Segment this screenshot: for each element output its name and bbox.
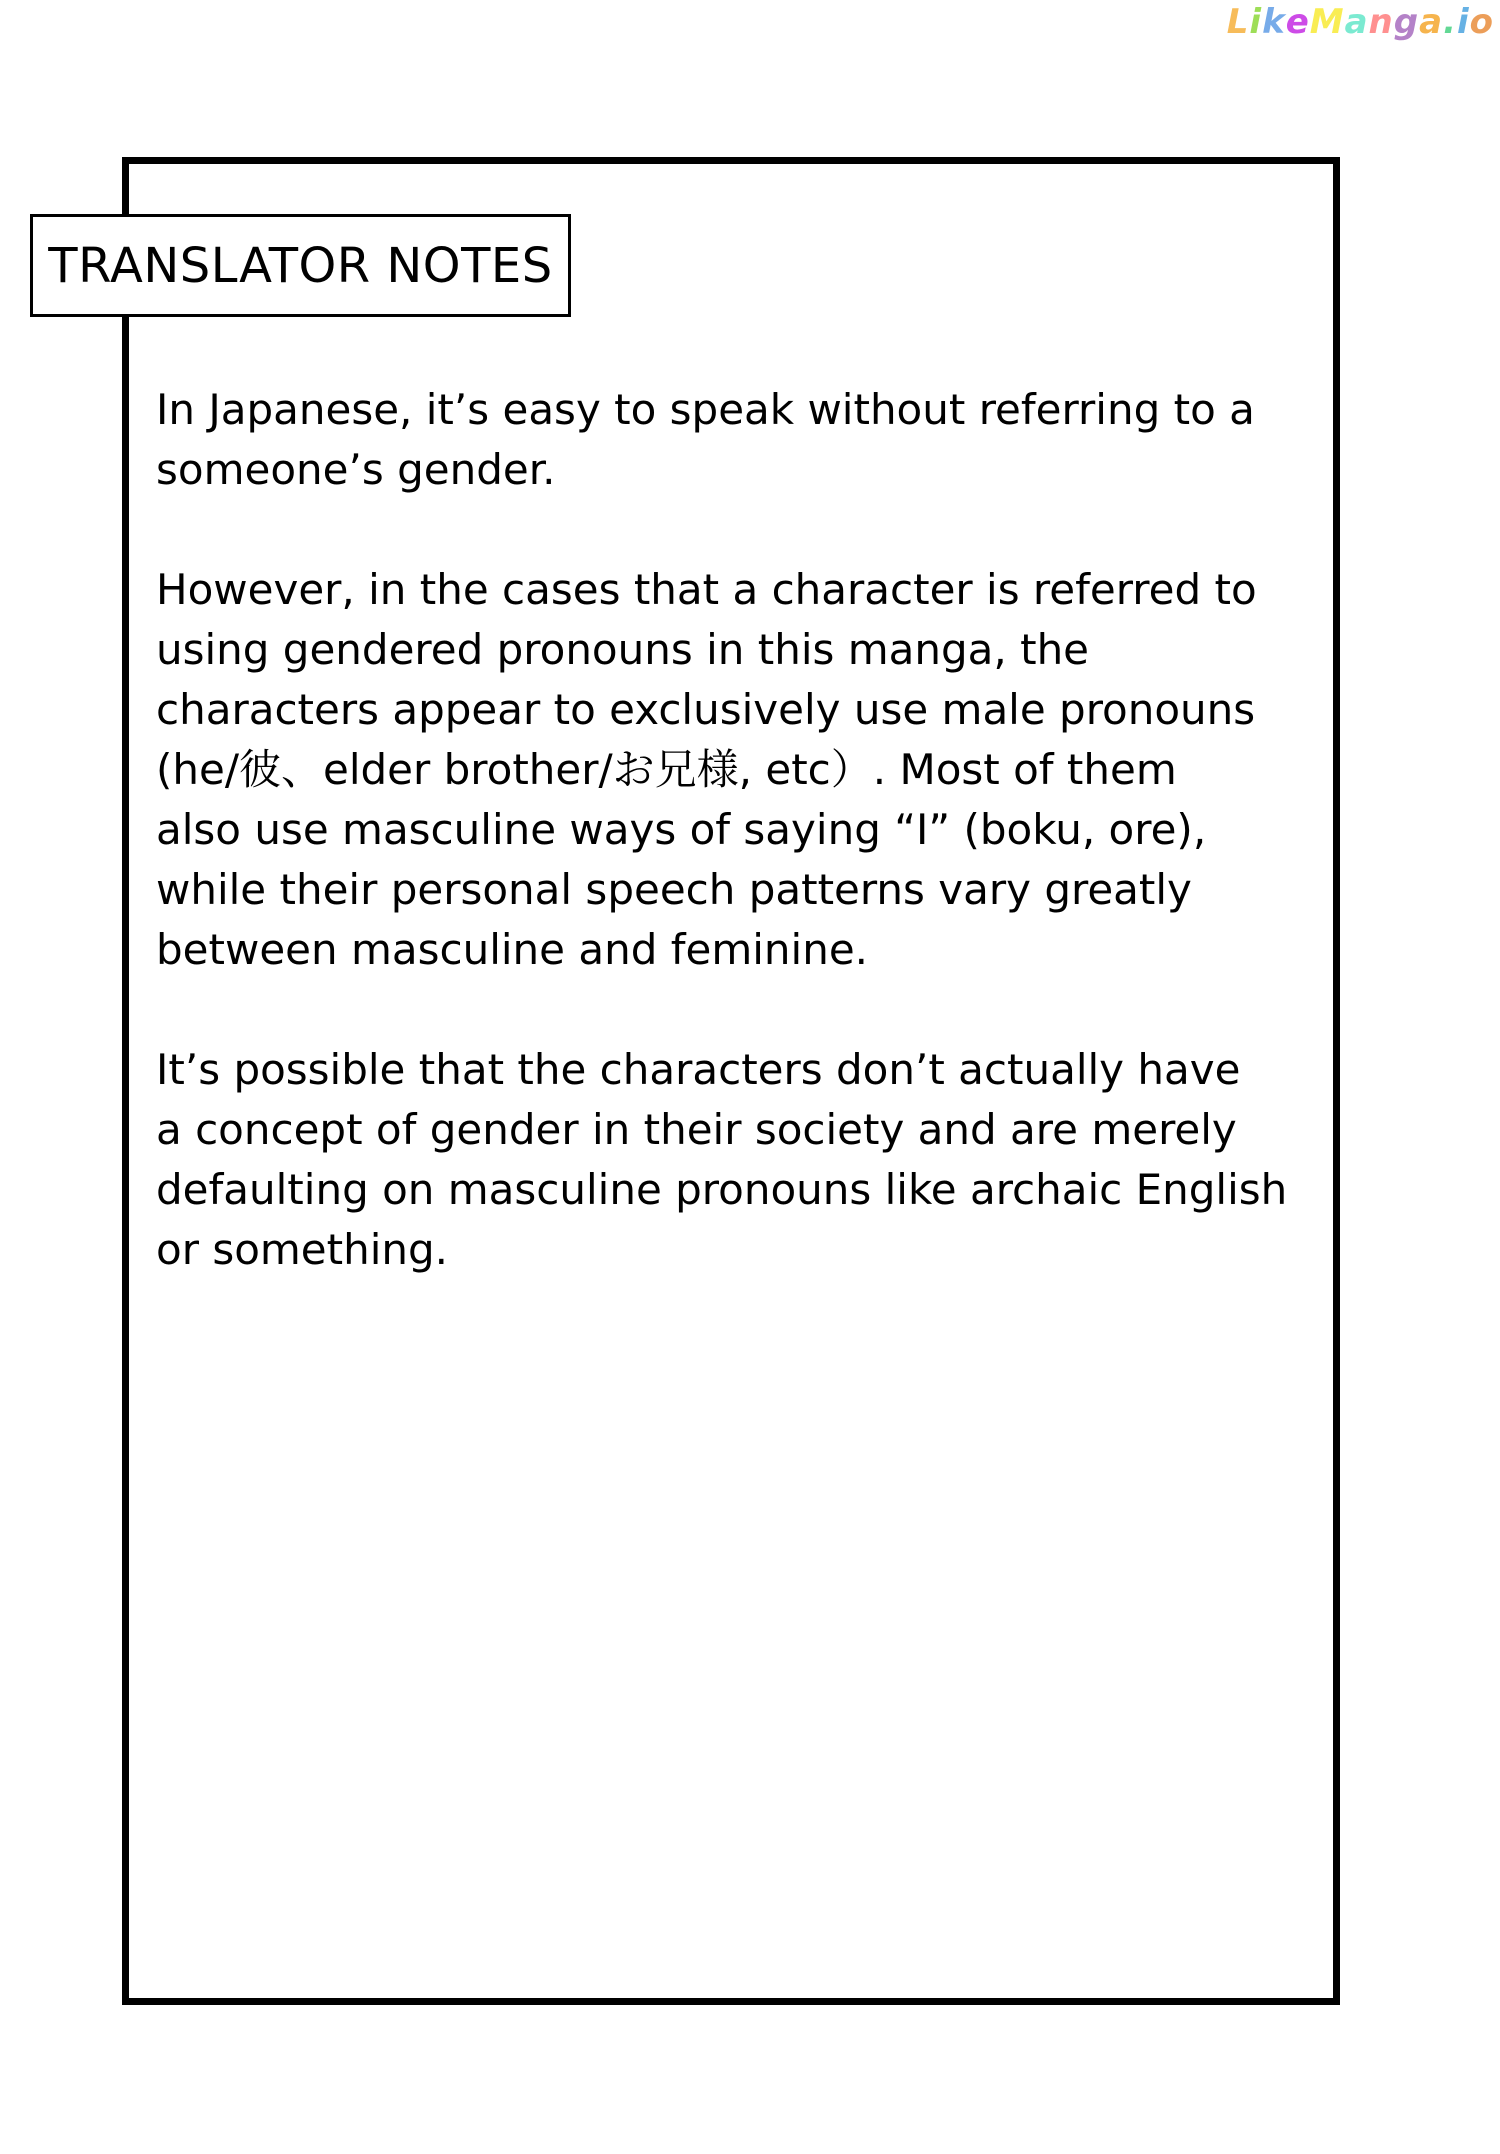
title-box <box>30 214 571 317</box>
watermark-letter: a <box>1344 2 1369 42</box>
site-watermark <box>1227 2 1494 42</box>
watermark-letter: i <box>1456 2 1470 42</box>
note-paragraph-2: However, in the cases that a character is referred to using gendered pronouns in this manga, the characters appear to exclusively use male pronouns (he/彼、elder brother/お兄様, etc）. Most of them also use masculine ways of saying “I” (boku, ore), while their personal speech patterns vary greatly between masculine and feminine. <box>156 565 1257 974</box>
note-paragraph-1: In Japanese, it’s easy to speak without referring to a someone’s gender. <box>156 385 1255 494</box>
watermark-letter: e <box>1285 2 1310 42</box>
watermark-letter: n <box>1368 2 1394 42</box>
notes-body <box>156 380 1306 1340</box>
watermark-letter: M <box>1309 2 1345 42</box>
note-paragraph-3: It’s possible that the characters don’t actually have a concept of gender in their society and are merely defaulting on masculine pronouns like archaic English or something. <box>156 1045 1288 1274</box>
watermark-letter: i <box>1249 2 1263 42</box>
watermark-letter: . <box>1443 2 1457 42</box>
watermark-letter: o <box>1469 2 1494 42</box>
page-title: TRANSLATOR NOTES <box>48 237 553 294</box>
watermark-letter: a <box>1419 2 1444 42</box>
watermark-letter: g <box>1393 2 1420 42</box>
watermark-letter: L <box>1226 2 1250 42</box>
watermark-letter: k <box>1262 2 1286 42</box>
